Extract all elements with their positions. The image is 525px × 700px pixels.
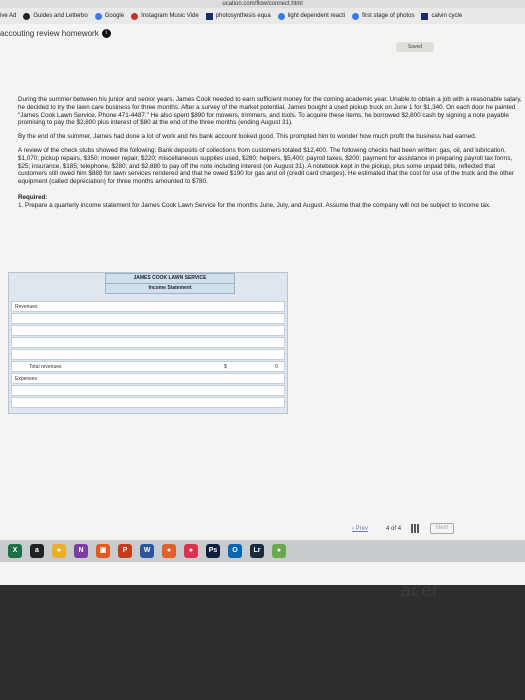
revenue-input-row[interactable] bbox=[11, 349, 285, 360]
expenses-row[interactable] bbox=[11, 373, 285, 384]
total-revenues-value: 0 bbox=[275, 364, 278, 370]
statement-company: JAMES COOK LAWN SERVICE bbox=[105, 273, 235, 284]
bookmark-label: Google bbox=[104, 13, 125, 19]
required-heading: Required: bbox=[18, 193, 48, 201]
bookmark-7[interactable] bbox=[352, 13, 414, 20]
total-revenues-row bbox=[11, 361, 285, 372]
bing-icon bbox=[206, 13, 213, 20]
info-icon[interactable]: i bbox=[102, 29, 111, 38]
laptop-bezel bbox=[0, 585, 525, 700]
assignment-title-text: accouting review homework bbox=[0, 28, 99, 38]
bookmark-label: light dependent reacti bbox=[287, 13, 346, 19]
revenues-label: Revenues bbox=[15, 304, 38, 310]
required-section bbox=[18, 194, 523, 210]
brand-logo: acer bbox=[400, 580, 440, 601]
income-statement bbox=[8, 272, 288, 414]
taskbar-app-1[interactable]: X bbox=[8, 544, 22, 558]
revenue-input-row[interactable] bbox=[11, 337, 285, 348]
bookmark-6[interactable] bbox=[278, 13, 345, 20]
bookmark-label: photosynthesis equa bbox=[215, 13, 271, 19]
pagination bbox=[352, 523, 454, 534]
bookmark-1[interactable] bbox=[0, 13, 16, 19]
instagram-icon bbox=[131, 13, 138, 20]
taskbar-app-8[interactable]: ● bbox=[162, 544, 176, 558]
expense-input-row[interactable] bbox=[11, 385, 285, 396]
bookmark-label: calvin cycle bbox=[431, 13, 463, 19]
taskbar-app-4[interactable]: N bbox=[74, 544, 88, 558]
google-icon bbox=[95, 13, 102, 20]
grid-icon[interactable] bbox=[411, 524, 420, 533]
address-bar[interactable] bbox=[0, 0, 525, 8]
site-icon bbox=[23, 13, 30, 20]
taskbar-app-9[interactable]: ● bbox=[184, 544, 198, 558]
bookmark-label: first stage of photos bbox=[362, 13, 415, 19]
currency-symbol: $ bbox=[224, 364, 227, 370]
problem-paragraph-3: A review of the check stubs showed the following: Bank deposits of collections from customers totaled $12,400. The following checks had been written: gas, oil, and lubrication, $1,070; pickup repairs, $350; mower repair, $220; miscellaneous supplies used, $280; helpers, $5,400; payroll taxes, $200; payment for assistance in preparing payroll tax forms, $25; insurance, $185; telephone, $280; and $2,880 to pay off the note including interest (on August 31). A notebook kept in the pickup, plus some unpaid bills, reflected that customers still owed him $880 for lawn services rendered and that he owed $190 for gas and oil (credit card charges). He estimated that the cost for use of the truck and the other equipment (called depreciation) for three months amounted to $780. bbox=[18, 146, 514, 186]
saved-indicator: Saved bbox=[396, 42, 434, 52]
problem-text bbox=[18, 96, 523, 210]
taskbar-app-10[interactable]: Ps bbox=[206, 544, 220, 558]
expense-input-row[interactable] bbox=[11, 397, 285, 408]
taskbar-app-13[interactable]: ● bbox=[272, 544, 286, 558]
bookmark-3[interactable] bbox=[95, 13, 124, 20]
prev-label: Prev bbox=[355, 525, 369, 532]
revenue-input-row[interactable] bbox=[11, 313, 285, 324]
statement-title: Income Statement bbox=[105, 283, 235, 294]
taskbar-app-11[interactable]: O bbox=[228, 544, 242, 558]
problem-paragraph-2: By the end of the summer, James had done a lot of work and his bank account looked good. This prompted him to wonder how much profit the business had earned. bbox=[18, 133, 477, 141]
revenue-input-row[interactable] bbox=[11, 325, 285, 336]
taskbar-app-3[interactable]: ● bbox=[52, 544, 66, 558]
prev-link[interactable]: ‹ Prev bbox=[352, 525, 369, 532]
bing-icon bbox=[421, 13, 428, 20]
taskbar-app-5[interactable]: ▣ bbox=[96, 544, 110, 558]
assignment-title bbox=[0, 26, 111, 40]
next-button[interactable]: Next bbox=[430, 523, 454, 534]
google-icon bbox=[352, 13, 359, 20]
taskbar-app-12[interactable]: Lr bbox=[250, 544, 264, 558]
page-position: 4 of 4 bbox=[386, 525, 402, 532]
bookmark-label: ive Ad bbox=[0, 13, 17, 19]
expenses-label: Expenses bbox=[15, 376, 37, 382]
google-icon bbox=[278, 13, 285, 20]
taskbar-app-2[interactable]: a bbox=[30, 544, 44, 558]
bookmark-label: Instagram Music Vide bbox=[141, 13, 199, 19]
bookmark-2[interactable] bbox=[23, 13, 87, 20]
revenues-row[interactable] bbox=[11, 301, 285, 312]
taskbar-app-6[interactable]: P bbox=[118, 544, 132, 558]
bookmark-5[interactable] bbox=[206, 13, 271, 20]
required-text: 1. Prepare a quarterly income statement for James Cook Lawn Service for the months June, July, and August. Assume that the company will not be subject to income tax. bbox=[18, 201, 491, 209]
problem-paragraph-1: During the summer between his junior and senior years, James Cook needed to earn sufficient money for the coming academic year. Unable to obtain a job with a reasonable salary, he decided to try the lawn care business for three months. After a survey of the market potential, James bought a used pickup truck on June 1 for $1,340. On each door he painted "James Cook Lawn Service, Phone 471-4487." He also spent $890 for mowers, trimmers, and tools. To acquire these items, he borrowed $2,800 cash by signing a note payable promising to pay the $2,800 plus interest of $80 at the end of the three months (ending August 31). bbox=[18, 96, 522, 127]
bookmark-8[interactable] bbox=[421, 13, 462, 20]
bookmark-4[interactable] bbox=[131, 13, 199, 20]
url-text: ucation.com/flow/connect.html bbox=[222, 1, 303, 7]
bookmarks-bar bbox=[0, 8, 525, 24]
total-revenues-label: Total revenues bbox=[29, 364, 62, 370]
taskbar-app-7[interactable]: W bbox=[140, 544, 154, 558]
bookmark-label: Guides and Letterbo bbox=[33, 13, 88, 19]
taskbar bbox=[0, 540, 525, 562]
